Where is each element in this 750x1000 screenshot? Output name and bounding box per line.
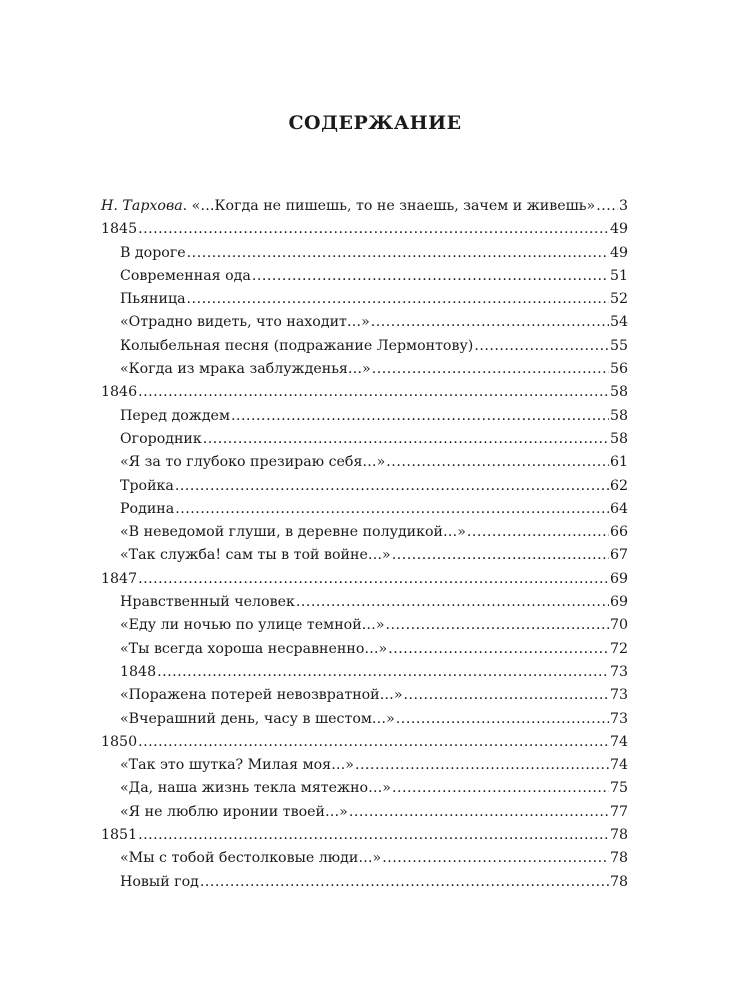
toc-entry-label bbox=[120, 475, 174, 498]
toc-entry bbox=[101, 288, 628, 311]
toc-entry-label bbox=[101, 218, 137, 241]
toc-entry-label bbox=[101, 731, 137, 754]
dot-leader bbox=[355, 754, 609, 777]
toc-entry-label bbox=[120, 708, 395, 731]
toc-entry-page-number: 56 bbox=[609, 361, 628, 378]
toc-entry bbox=[101, 218, 628, 241]
dot-leader bbox=[157, 661, 609, 684]
toc-entry bbox=[101, 568, 628, 591]
dot-leader bbox=[396, 708, 609, 731]
dot-leader bbox=[138, 381, 609, 404]
toc-entry bbox=[101, 847, 628, 870]
toc-entry-page-number: 72 bbox=[609, 640, 628, 657]
table-of-contents bbox=[101, 195, 628, 894]
toc-entry-page-number: 69 bbox=[609, 570, 628, 587]
toc-entry-title: «Я не люблю иронии твоей…» bbox=[120, 803, 348, 820]
toc-entry-title: . «…Когда не пишешь, то не знаешь, зачем и живешь» bbox=[182, 198, 596, 214]
toc-entry-label bbox=[120, 638, 387, 661]
toc-entry-title: В дороге bbox=[120, 244, 186, 261]
toc-entry bbox=[101, 754, 628, 777]
dot-leader bbox=[372, 358, 609, 381]
toc-entry-label bbox=[120, 521, 466, 544]
toc-entry bbox=[101, 708, 628, 731]
toc-entry-page-number: 58 bbox=[609, 407, 628, 424]
toc-entry bbox=[101, 475, 628, 498]
dot-leader bbox=[596, 195, 618, 218]
toc-entry-title: «В неведомой глуши, в деревне полудикой…» bbox=[120, 524, 466, 541]
toc-entry bbox=[101, 242, 628, 265]
dot-leader bbox=[349, 801, 609, 824]
toc-entry bbox=[101, 777, 628, 800]
dot-leader bbox=[386, 451, 609, 474]
toc-entry-title: 1847 bbox=[101, 570, 138, 587]
toc-entry bbox=[101, 801, 628, 824]
toc-entry bbox=[101, 498, 628, 521]
toc-entry bbox=[101, 335, 628, 358]
toc-entry bbox=[101, 544, 628, 567]
toc-entry-page-number: 52 bbox=[609, 291, 628, 308]
dot-leader bbox=[388, 638, 609, 661]
dot-leader bbox=[382, 847, 609, 870]
dot-leader bbox=[296, 591, 609, 614]
toc-entry-title: Родина bbox=[120, 500, 175, 517]
toc-entry-label bbox=[101, 824, 137, 847]
dot-leader bbox=[203, 428, 609, 451]
dot-leader bbox=[474, 335, 609, 358]
dot-leader bbox=[187, 288, 609, 311]
toc-entry bbox=[101, 521, 628, 544]
toc-entry-title: 1850 bbox=[101, 733, 138, 750]
dot-leader bbox=[252, 265, 609, 288]
dot-leader bbox=[187, 242, 609, 265]
dot-leader bbox=[175, 475, 609, 498]
toc-entry-page-number: 73 bbox=[609, 663, 628, 680]
toc-entry-title: «Поражена потерей невозвратной…» bbox=[120, 687, 403, 704]
toc-entry-title: «Мы с тобой бестолковые люди…» bbox=[120, 850, 382, 867]
toc-entry-page-number: 78 bbox=[609, 850, 628, 867]
dot-leader bbox=[386, 614, 609, 637]
toc-entry-title: «Вчерашний день, часу в шестом…» bbox=[120, 710, 395, 727]
toc-entry-label bbox=[120, 801, 348, 824]
toc-entry-label bbox=[120, 451, 385, 474]
dot-leader bbox=[138, 731, 609, 754]
toc-entry-page-number: 74 bbox=[609, 733, 628, 750]
toc-entry-label bbox=[101, 195, 595, 218]
toc-entry-label bbox=[120, 754, 354, 777]
toc-entry-page-number: 67 bbox=[609, 547, 628, 564]
page-title: СОДЕРЖАНИЕ bbox=[288, 112, 462, 134]
dot-leader bbox=[138, 218, 609, 241]
toc-entry-title: 1851 bbox=[101, 827, 138, 844]
toc-entry-page-number: 49 bbox=[609, 244, 628, 261]
toc-entry-label bbox=[120, 661, 156, 684]
toc-entry bbox=[101, 358, 628, 381]
toc-entry-title: 1845 bbox=[101, 221, 138, 238]
toc-entry-label bbox=[120, 614, 385, 637]
toc-entry-label bbox=[120, 777, 391, 800]
toc-entry-author: Н. Тархова bbox=[101, 198, 183, 214]
toc-entry-title: «Я за то глубоко презираю себя…» bbox=[120, 454, 386, 471]
toc-entry-title: 1848 bbox=[120, 663, 157, 680]
toc-entry-page-number: 77 bbox=[609, 803, 628, 820]
toc-entry-title: 1846 bbox=[101, 384, 138, 401]
toc-entry-label bbox=[120, 358, 371, 381]
dot-leader bbox=[467, 521, 609, 544]
dot-leader bbox=[138, 568, 609, 591]
toc-entry-label bbox=[120, 242, 186, 265]
toc-entry bbox=[101, 684, 628, 707]
toc-entry bbox=[101, 265, 628, 288]
toc-entry-title: Пьяница bbox=[120, 291, 186, 308]
toc-entry-page-number: 3 bbox=[618, 198, 628, 214]
toc-entry-label bbox=[101, 568, 137, 591]
dot-leader bbox=[200, 871, 609, 894]
toc-entry-label bbox=[120, 405, 230, 428]
dot-leader bbox=[392, 544, 609, 567]
toc-entry-title: Огородник bbox=[120, 430, 202, 447]
toc-entry bbox=[101, 405, 628, 428]
toc-entry-label bbox=[120, 544, 391, 567]
toc-entry-page-number: 54 bbox=[609, 314, 628, 331]
toc-entry-label bbox=[120, 288, 186, 311]
toc-entry-label bbox=[120, 847, 381, 870]
toc-entry bbox=[101, 451, 628, 474]
toc-entry-label bbox=[120, 498, 174, 521]
toc-entry bbox=[101, 638, 628, 661]
dot-leader bbox=[392, 777, 609, 800]
toc-entry-page-number: 73 bbox=[609, 710, 628, 727]
toc-entry bbox=[101, 731, 628, 754]
toc-entry-title: «Так это шутка? Милая моя…» bbox=[120, 757, 354, 774]
toc-entry-label bbox=[120, 428, 202, 451]
toc-entry-label bbox=[120, 591, 295, 614]
dot-leader bbox=[231, 405, 609, 428]
toc-entry-page-number: 70 bbox=[609, 617, 628, 634]
toc-entry-title: «Еду ли ночью по улице темной…» bbox=[120, 617, 385, 634]
dot-leader bbox=[404, 684, 609, 707]
toc-entry bbox=[101, 195, 628, 218]
toc-entry-page-number: 61 bbox=[609, 454, 628, 471]
toc-entry-title: «Ты всегда хороша несравненно…» bbox=[120, 640, 388, 657]
toc-entry-title: Колыбельная песня (подражание Лермонтову) bbox=[120, 337, 474, 354]
toc-entry-page-number: 75 bbox=[609, 780, 628, 797]
toc-entry-title: Новый год bbox=[120, 873, 199, 890]
toc-entry-title: Перед дождем bbox=[120, 407, 230, 424]
toc-entry-page-number: 58 bbox=[609, 384, 628, 401]
toc-entry-page-number: 55 bbox=[609, 337, 628, 354]
toc-entry-page-number: 49 bbox=[609, 221, 628, 238]
toc-entry bbox=[101, 381, 628, 404]
toc-entry-label bbox=[101, 381, 137, 404]
toc-entry-title: «Так служба! сам ты в той войне…» bbox=[120, 547, 391, 564]
toc-entry-page-number: 62 bbox=[609, 477, 628, 494]
toc-entry-page-number: 73 bbox=[609, 687, 628, 704]
toc-entry bbox=[101, 824, 628, 847]
toc-entry-page-number: 64 bbox=[609, 500, 628, 517]
toc-entry-label bbox=[120, 311, 370, 334]
toc-entry-title: Нравственный человек bbox=[120, 594, 295, 611]
toc-entry-page-number: 58 bbox=[609, 430, 628, 447]
toc-entry bbox=[101, 591, 628, 614]
toc-entry-label bbox=[120, 335, 473, 358]
toc-entry-title: «Когда из мрака заблужденья…» bbox=[120, 361, 371, 378]
dot-leader bbox=[371, 311, 609, 334]
toc-entry-page-number: 74 bbox=[609, 757, 628, 774]
toc-entry bbox=[101, 661, 628, 684]
toc-entry-label bbox=[120, 265, 251, 288]
dot-leader bbox=[138, 824, 609, 847]
toc-entry-page-number: 69 bbox=[609, 594, 628, 611]
toc-entry bbox=[101, 614, 628, 637]
toc-entry-page-number: 78 bbox=[609, 873, 628, 890]
toc-entry-page-number: 66 bbox=[609, 524, 628, 541]
toc-entry-label bbox=[120, 684, 403, 707]
toc-entry-page-number: 51 bbox=[609, 267, 628, 284]
toc-entry-title: «Отрадно видеть, что находит…» bbox=[120, 314, 370, 331]
toc-entry-title: Современная ода bbox=[120, 267, 251, 284]
toc-entry-title: «Да, наша жизнь текла мятежно…» bbox=[120, 780, 391, 797]
toc-entry-label bbox=[120, 871, 199, 894]
toc-entry-title: Тройка bbox=[120, 477, 174, 494]
toc-entry bbox=[101, 428, 628, 451]
toc-entry bbox=[101, 871, 628, 894]
dot-leader bbox=[175, 498, 609, 521]
toc-entry bbox=[101, 311, 628, 334]
toc-entry-page-number: 78 bbox=[609, 827, 628, 844]
